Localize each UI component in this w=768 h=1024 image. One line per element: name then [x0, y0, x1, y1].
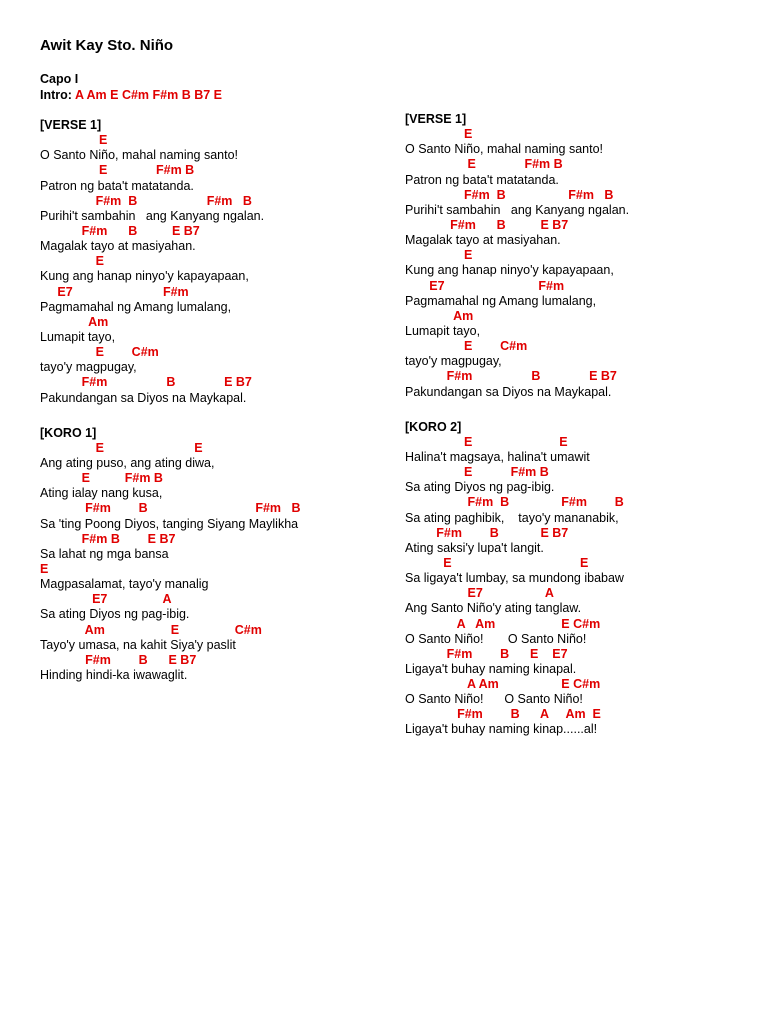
lyric-line: Pakundangan sa Diyos na Maykapal.	[40, 390, 247, 405]
section-heading: [VERSE 1]	[40, 118, 102, 132]
left-column	[40, 118, 300, 683]
chord-line: E	[40, 561, 49, 576]
chord-line: E F#m B	[405, 157, 563, 172]
lyric-line: Patron ng bata't matatanda.	[40, 178, 194, 193]
lyric-line: tayo'y magpugay,	[40, 360, 137, 375]
section-gap	[40, 406, 300, 426]
chord-line: F#m B A Am E	[405, 707, 601, 722]
verse-1-section	[405, 112, 629, 400]
chord-line: F#m B F#m B	[405, 187, 614, 202]
lyric-line: Sa ating Diyos ng pag-ibig.	[405, 480, 555, 495]
lyric-line: Purihi't sambahin ang Kanyang ngalan.	[40, 208, 265, 223]
intro-line	[40, 88, 222, 102]
chord-line: A Am E C#m	[405, 616, 601, 631]
lyric-line: Magalak tayo at masiyahan.	[405, 233, 561, 248]
chord-line: E E	[405, 434, 568, 449]
lyric-line: tayo'y magpugay,	[405, 354, 502, 369]
lyric-line: Hinding hindi-ka iwawaglit.	[40, 667, 188, 682]
chord-line: F#m B F#m B	[40, 193, 252, 208]
lyric-line: Lumapit tayo,	[405, 323, 481, 338]
chord-line: F#m B E B7	[40, 652, 197, 667]
lyric-line: O Santo Niño, mahal naming santo!	[405, 142, 604, 157]
chord-line: F#m B E B7	[40, 223, 200, 238]
lyric-line: Lumapit tayo,	[40, 329, 116, 344]
lyric-line: Ang ating puso, ang ating diwa,	[40, 455, 215, 470]
chord-line: E	[405, 127, 473, 142]
lyric-line: Ang Santo Niño'y ating tanglaw.	[405, 601, 582, 616]
lyric-line: O Santo Niño! O Santo Niño!	[405, 692, 583, 707]
lyric-line: Ligaya't buhay naming kinap......al!	[405, 722, 598, 737]
chord-line: E F#m B	[40, 471, 163, 486]
lyric-line: O Santo Niño! O Santo Niño!	[405, 631, 587, 646]
intro-chords: A Am E C#m F#m B B7 E	[74, 88, 222, 102]
lyric-line: Sa ating paghibik, tayo'y mananabik,	[405, 510, 619, 525]
lyric-line: Magalak tayo at masiyahan.	[40, 239, 196, 254]
chord-line: F#m B E B7	[405, 525, 569, 540]
koro-2-section	[405, 420, 629, 738]
chord-line: E C#m	[40, 345, 159, 360]
chord-line: Am	[405, 308, 474, 323]
lyric-line: Sa 'ting Poong Diyos, tanging Siyang Maylikha	[40, 516, 299, 531]
capo-label: Capo I	[40, 72, 79, 86]
lyric-line: Magpasalamat, tayo'y manalig	[40, 577, 209, 592]
verse-1-section	[40, 118, 300, 406]
chord-line: E C#m	[405, 339, 528, 354]
lyric-line: Pagmamahal ng Amang lumalang,	[40, 299, 232, 314]
chord-line: F#m B E E7	[405, 646, 568, 661]
section-heading: [KORO 2]	[405, 419, 462, 434]
section-gap	[405, 400, 629, 420]
chord-line: E7 F#m	[405, 278, 565, 293]
lyric-line: Halina't magsaya, halina't umawit	[405, 449, 590, 464]
lyric-line: Sa ating Diyos ng pag-ibig.	[40, 607, 190, 622]
chord-line: F#m B E B7	[40, 375, 252, 390]
chord-line: E7 A	[40, 592, 172, 607]
section-lines	[405, 127, 629, 400]
section-lines	[40, 441, 300, 683]
lyric-line: Ating saksi'y lupa't langit.	[405, 540, 544, 555]
lyric-line: Ating ialay nang kusa,	[40, 486, 163, 501]
right-column	[405, 112, 629, 738]
song-title: Awit Kay Sto. Niño	[40, 37, 174, 54]
lyric-line: Purihi't sambahin ang Kanyang ngalan.	[405, 202, 630, 217]
lyric-line: Sa ligaya't lumbay, sa mundong ibabaw	[405, 571, 624, 586]
chord-line: Am E C#m	[40, 622, 262, 637]
lyric-line: Kung ang hanap ninyo'y kapayapaan,	[40, 269, 249, 284]
intro-label: Intro:	[40, 88, 72, 102]
lyric-line: Pakundangan sa Diyos na Maykapal.	[405, 384, 612, 399]
chord-line: Am	[40, 314, 109, 329]
lyric-line: Pagmamahal ng Amang lumalang,	[405, 293, 597, 308]
chord-line: E7 F#m	[40, 284, 189, 299]
lyric-line: O Santo Niño, mahal naming santo!	[40, 148, 239, 163]
chord-line: E	[40, 254, 104, 269]
chord-line: E E	[40, 440, 203, 455]
chord-line: F#m B E B7	[405, 369, 617, 384]
chord-line: E	[40, 133, 108, 148]
section-lines	[405, 435, 629, 738]
koro-1-section	[40, 426, 300, 683]
lyric-line: Ligaya't buhay naming kinapal.	[405, 661, 577, 676]
chord-line: A Am E C#m	[405, 677, 601, 692]
chord-line: E E	[405, 555, 589, 570]
chord-line: E F#m B	[40, 163, 195, 178]
lyric-line: Sa lahat ng mga bansa	[40, 546, 169, 561]
chord-line: E	[405, 248, 473, 263]
lyric-line: Tayo'y umasa, na kahit Siya'y paslit	[40, 637, 236, 652]
section-heading: [VERSE 1]	[405, 112, 467, 126]
chord-line: F#m B E B7	[40, 531, 176, 546]
lyric-line: Patron ng bata't matatanda.	[405, 172, 559, 187]
lyric-line: Kung ang hanap ninyo'y kapayapaan,	[405, 263, 614, 278]
section-heading: [KORO 1]	[40, 425, 97, 440]
chord-line: F#m B F#m B	[40, 501, 301, 516]
chord-line: F#m B E B7	[405, 217, 569, 232]
chord-line: E7 A	[405, 586, 554, 601]
chord-line: E F#m B	[405, 465, 549, 480]
chord-line: F#m B F#m B	[405, 495, 624, 510]
section-lines	[40, 133, 300, 406]
